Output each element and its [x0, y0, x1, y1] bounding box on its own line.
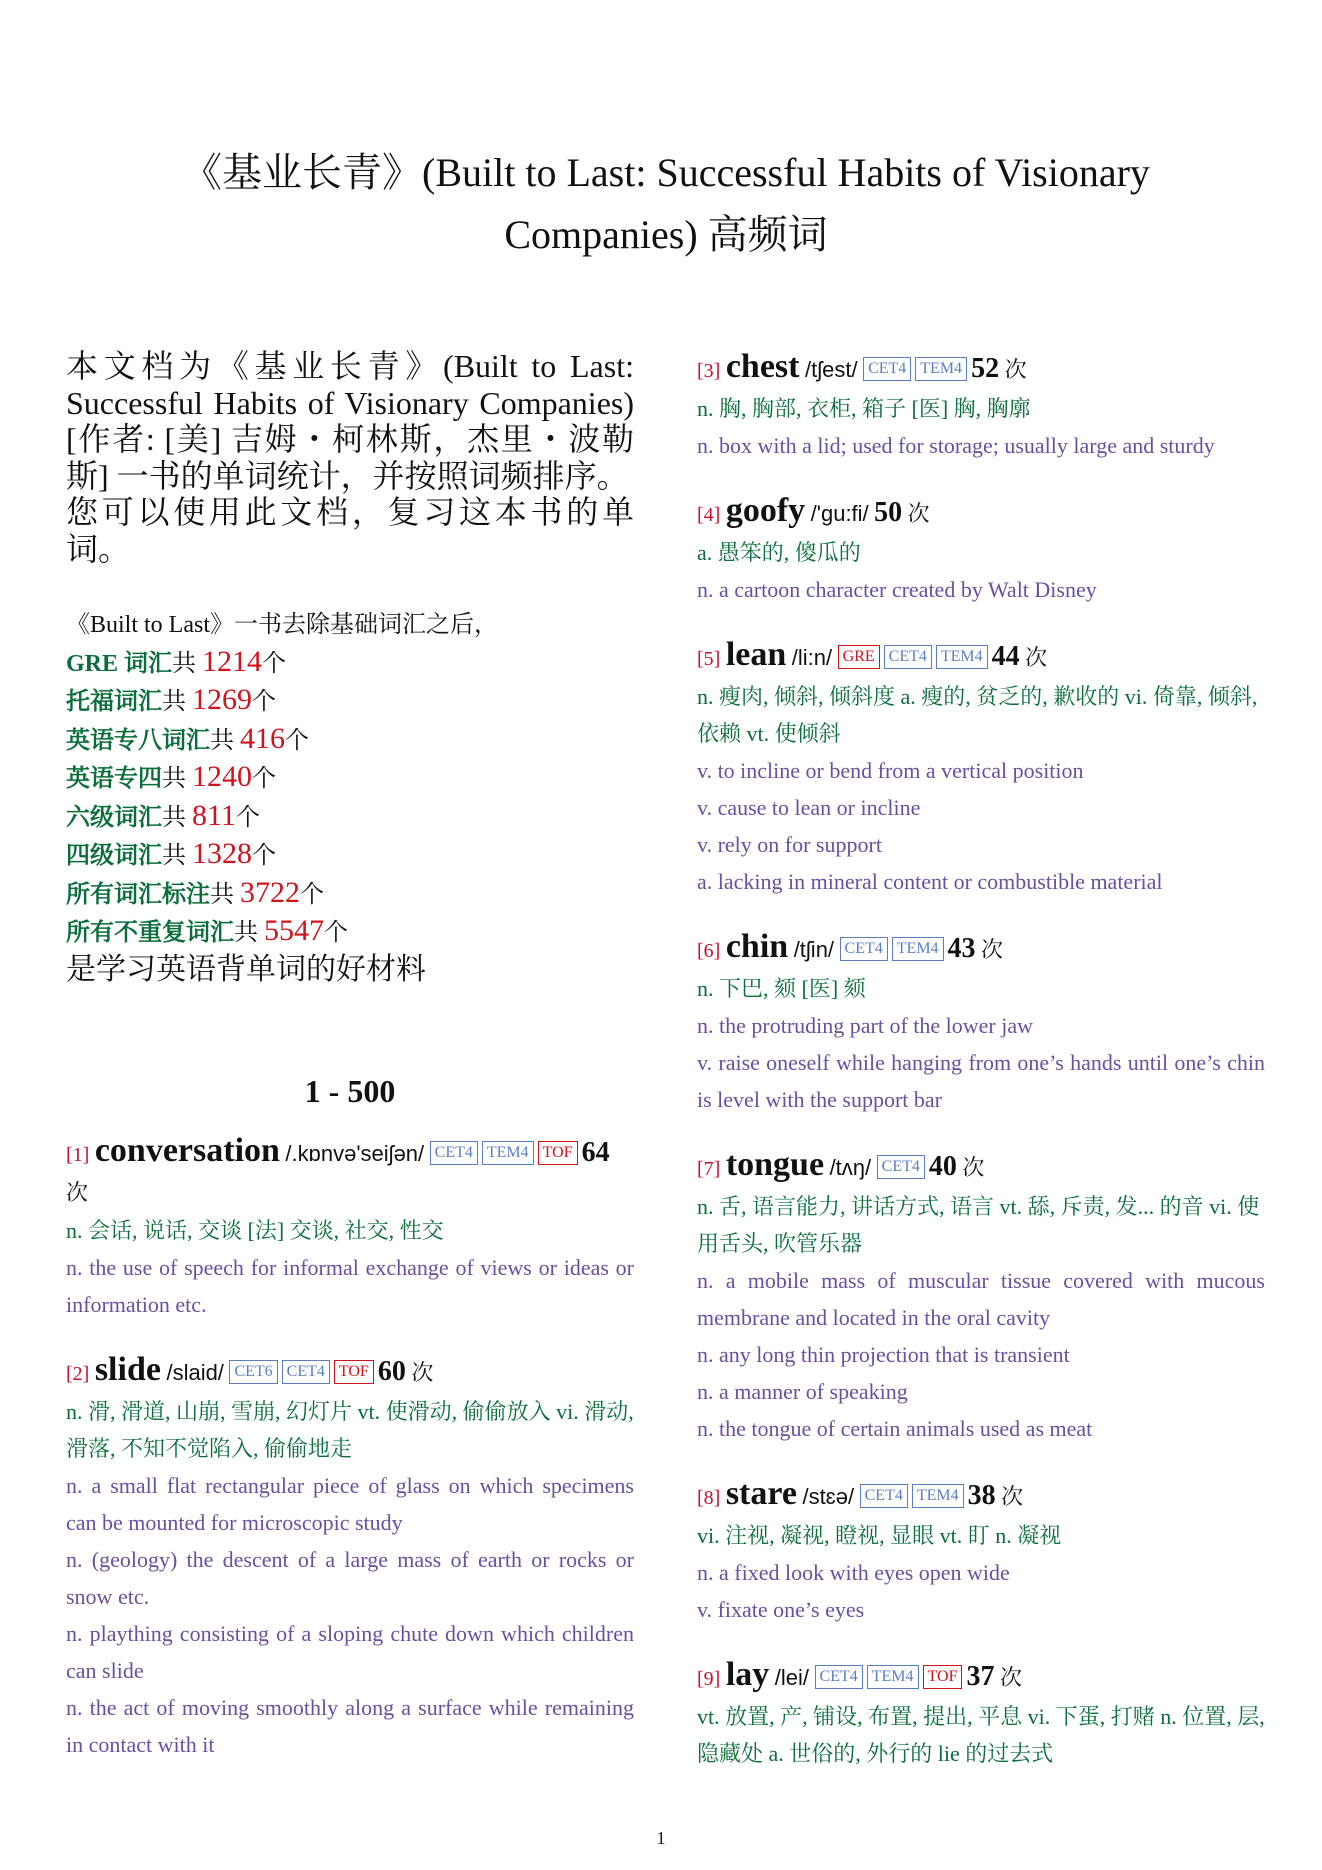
stats-gong: 共	[162, 843, 192, 869]
stats-unit: 个	[324, 920, 348, 946]
phonetic: /.kɒnvə'seiʃən/	[285, 1141, 425, 1166]
entry-head	[66, 1351, 634, 1393]
frequency-unit: 次	[1004, 357, 1027, 382]
english-definition: n. a cartoon character created by Walt Disney	[697, 577, 1097, 602]
entry-head	[697, 928, 1265, 970]
intro-paragraph-2: 您可以使用此文档，复习这本书的单词。	[66, 494, 634, 567]
level-tag: TOF	[334, 1360, 374, 1384]
entry-index: [2]	[66, 1363, 90, 1385]
stats-label: 托福词汇	[66, 689, 162, 715]
right-column	[697, 348, 1265, 1800]
level-tag: CET6	[229, 1360, 277, 1384]
frequency-unit: 次	[66, 1180, 89, 1205]
frequency-count: 50	[874, 497, 903, 528]
chinese-definition: n. 胸, 胸部, 衣柜, 箱子 [医] 胸, 胸廓	[697, 396, 1031, 421]
stats-count: 1214	[202, 644, 263, 678]
frequency-unit: 次	[1001, 1484, 1024, 1509]
level-tag: TEM4	[482, 1141, 534, 1165]
stats-row	[66, 721, 634, 760]
entry-head	[66, 1132, 634, 1212]
level-tag: CET4	[840, 937, 888, 961]
word-entry	[697, 928, 1265, 1118]
stats-gong: 共	[162, 766, 192, 792]
word-entry	[66, 1351, 634, 1763]
phonetic: /stɛə/	[802, 1484, 855, 1509]
stats-gong: 共	[234, 920, 264, 946]
frequency-count: 52	[971, 353, 1000, 384]
english-definition: n. a mobile mass of muscular tissue covered with mucous membrane and located in the oral cavity	[697, 1268, 1265, 1330]
level-tag: TEM4	[912, 1484, 964, 1508]
entry-index: [5]	[697, 648, 721, 670]
english-definition: n. a small flat rectangular piece of glass on which specimens can be mounted for microscopic study	[66, 1473, 634, 1535]
phonetic: /tʌŋ/	[829, 1155, 872, 1180]
word-entry	[66, 1132, 634, 1323]
english-definition: n. the tongue of certain animals used as meat	[697, 1416, 1093, 1441]
entry-head	[697, 348, 1265, 390]
stats-unit: 个	[262, 650, 287, 677]
word-entry	[697, 1146, 1265, 1447]
english-definition: n. box with a lid; used for storage; usually large and sturdy	[697, 433, 1215, 458]
entry-index: [4]	[697, 504, 721, 526]
stats-count: 1240	[192, 760, 252, 793]
level-tag: CET4	[877, 1155, 925, 1179]
stats-unit: 个	[252, 843, 276, 869]
phonetic: /'gu:fi/	[810, 501, 869, 526]
level-tag: TEM4	[936, 645, 988, 669]
frequency-unit: 次	[411, 1360, 434, 1385]
stats-label: 所有不重复词汇	[66, 920, 234, 946]
stats-unit: 个	[235, 804, 260, 831]
stats-tail: 是学习英语背单词的好材料	[66, 952, 426, 986]
level-tag: CET4	[430, 1141, 478, 1165]
stats-row	[66, 759, 634, 798]
stats-label: 英语专四	[66, 766, 162, 792]
entry-index: [1]	[66, 1144, 90, 1166]
stats-unit: 个	[252, 766, 276, 792]
entry-index: [8]	[697, 1487, 721, 1509]
stats-gong: 共	[172, 650, 203, 677]
stats-gong: 共	[210, 881, 240, 908]
stats-count: 3722	[240, 875, 300, 909]
headword: stare	[725, 1475, 797, 1512]
headword: lean	[725, 636, 787, 673]
entry-head	[697, 1146, 1265, 1188]
headword: tongue	[725, 1146, 825, 1183]
level-tag: CET4	[815, 1665, 863, 1689]
entry-index: [9]	[697, 1668, 721, 1690]
level-tag: GRE	[838, 645, 880, 669]
frequency-count: 64	[581, 1137, 610, 1168]
stats-heading: 《Built to Last》一书去除基础词汇之后，	[66, 612, 498, 638]
word-entry	[697, 636, 1265, 900]
frequency-count: 40	[928, 1151, 957, 1182]
phonetic: /slaid/	[166, 1360, 224, 1385]
level-tag: CET4	[282, 1360, 330, 1384]
english-definition: n. a fixed look with eyes open wide	[697, 1560, 1010, 1585]
intro	[66, 348, 634, 567]
level-tag: TEM4	[867, 1665, 919, 1689]
english-definition: n. the act of moving smoothly along a surface while remaining in contact with it	[66, 1695, 634, 1757]
frequency-count: 37	[966, 1661, 995, 1692]
stats-row	[66, 913, 634, 952]
frequency-count: 38	[967, 1480, 996, 1511]
frequency-unit: 次	[999, 1665, 1022, 1690]
headword: lay	[725, 1656, 770, 1693]
stats-gong: 共	[162, 689, 192, 715]
left-column	[66, 348, 634, 1791]
english-definition: v. fixate one’s eyes	[697, 1597, 865, 1622]
english-definition: n. (geology) the descent of a large mass of earth or rocks or snow etc.	[66, 1547, 634, 1609]
english-definition: n. a manner of speaking	[697, 1379, 908, 1404]
stats-unit: 个	[300, 881, 324, 908]
stats-row	[66, 798, 634, 837]
level-tag: CET4	[863, 357, 911, 381]
intro-paragraph-1: 本文档为《基业长青》(Built to Last: Successful Habits of Visionary Companies)[作者: [美] 吉姆・柯林斯，杰里・波勒斯] 一书的单词统计，并按照词频排序。	[66, 348, 634, 494]
phonetic: /tʃest/	[804, 357, 858, 382]
stats-label: 所有词汇标注	[66, 881, 210, 908]
stats-count: 1328	[192, 837, 252, 870]
phonetic: /tʃin/	[793, 937, 835, 962]
entry-head	[697, 492, 1265, 534]
level-tag: TEM4	[892, 937, 944, 961]
page-number: 1	[656, 1828, 666, 1848]
english-definition: n. any long thin projection that is transient	[697, 1342, 1070, 1367]
stats-gong: 共	[210, 727, 240, 754]
chinese-definition: n. 瘦肉, 倾斜, 倾斜度 a. 瘦的, 贫乏的, 歉收的 vi. 倚靠, 倾斜, 依赖 vt. 使倾斜	[697, 684, 1258, 746]
chinese-definition: a. 愚笨的, 傻瓜的	[697, 540, 861, 565]
stats-label: 四级词汇	[66, 843, 162, 869]
english-definition: v. raise oneself while hanging from one’s hands until one’s chin is level with the support bar	[697, 1050, 1265, 1112]
title-line-1: 《基业长青》(Built to Last: Successful Habits of Visionary	[182, 150, 1150, 195]
frequency-count: 44	[991, 641, 1020, 672]
headword: goofy	[725, 492, 806, 529]
chinese-definition: n. 会话, 说话, 交谈 [法] 交谈, 社交, 性交	[66, 1218, 444, 1243]
chinese-definition: n. 滑, 滑道, 山崩, 雪崩, 幻灯片 vt. 使滑动, 偷偷放入 vi. 滑动, 滑落, 不知不觉陷入, 偷偷地走	[66, 1399, 634, 1461]
stats-row	[66, 644, 634, 683]
title-line-2: Companies) 高频词	[504, 212, 828, 257]
frequency-unit: 次	[962, 1155, 985, 1180]
english-definition: v. to incline or bend from a vertical position	[697, 758, 1084, 783]
stats-row	[66, 875, 634, 914]
english-definition: n. the protruding part of the lower jaw	[697, 1013, 1034, 1038]
section-heading: 1 - 500	[304, 1073, 396, 1109]
chinese-definition: n. 下巴, 颏 [医] 颏	[697, 976, 866, 1001]
phonetic: /li:n/	[791, 645, 833, 670]
stats-unit: 个	[252, 689, 276, 715]
level-tag: TOF	[538, 1141, 578, 1165]
level-tag: CET4	[884, 645, 932, 669]
stats-row	[66, 682, 634, 721]
headword: chin	[725, 928, 789, 965]
word-entry	[697, 492, 1265, 608]
word-entry	[697, 348, 1265, 464]
english-definition: v. cause to lean or incline	[697, 795, 921, 820]
stats-count: 5547	[264, 914, 324, 947]
english-definition: n. the use of speech for informal exchange of views or ideas or information etc.	[66, 1255, 634, 1317]
stats-label: GRE 词汇	[66, 650, 173, 677]
word-entry	[697, 1656, 1265, 1772]
stats-label: 六级词汇	[66, 804, 162, 831]
entry-index: [6]	[697, 940, 721, 962]
frequency-count: 60	[377, 1356, 406, 1387]
entry-index: [7]	[697, 1158, 721, 1180]
headword: slide	[94, 1351, 161, 1388]
headword: chest	[725, 348, 800, 385]
chinese-definition: vt. 放置, 产, 铺设, 布置, 提出, 平息 vi. 下蛋, 打赌 n. 位置, 层, 隐藏处 a. 世俗的, 外行的 lie 的过去式	[697, 1704, 1265, 1766]
entry-head	[697, 636, 1265, 678]
english-definition: a. lacking in mineral content or combustible material	[697, 869, 1163, 894]
entry-head	[697, 1656, 1265, 1698]
word-entry	[697, 1475, 1265, 1628]
chinese-definition: n. 舌, 语言能力, 讲话方式, 语言 vt. 舔, 斥责, 发... 的音 vi. 使用舌头, 吹管乐器	[697, 1194, 1260, 1256]
level-tag: CET4	[860, 1484, 908, 1508]
stats-count: 1269	[192, 683, 252, 716]
frequency-count: 43	[947, 933, 976, 964]
vocabulary-stats	[66, 607, 634, 988]
level-tag: TEM4	[915, 357, 967, 381]
stats-unit: 个	[285, 727, 309, 754]
frequency-unit: 次	[1025, 645, 1048, 670]
frequency-unit: 次	[907, 501, 930, 526]
entry-head	[697, 1475, 1265, 1517]
stats-row	[66, 836, 634, 875]
document-title	[120, 142, 1212, 266]
frequency-unit: 次	[981, 937, 1004, 962]
chinese-definition: vi. 注视, 凝视, 瞪视, 显眼 vt. 盯 n. 凝视	[697, 1523, 1062, 1548]
stats-count: 416	[240, 721, 285, 755]
stats-gong: 共	[162, 804, 192, 831]
stats-label: 英语专八词汇	[66, 727, 210, 754]
phonetic: /lei/	[774, 1665, 810, 1690]
stats-count: 811	[192, 798, 236, 832]
english-definition: n. plaything consisting of a sloping chute down which children can slide	[66, 1621, 634, 1683]
level-tag: TOF	[923, 1665, 963, 1689]
headword: conversation	[94, 1132, 280, 1169]
entry-index: [3]	[697, 360, 721, 382]
english-definition: v. rely on for support	[697, 832, 882, 857]
